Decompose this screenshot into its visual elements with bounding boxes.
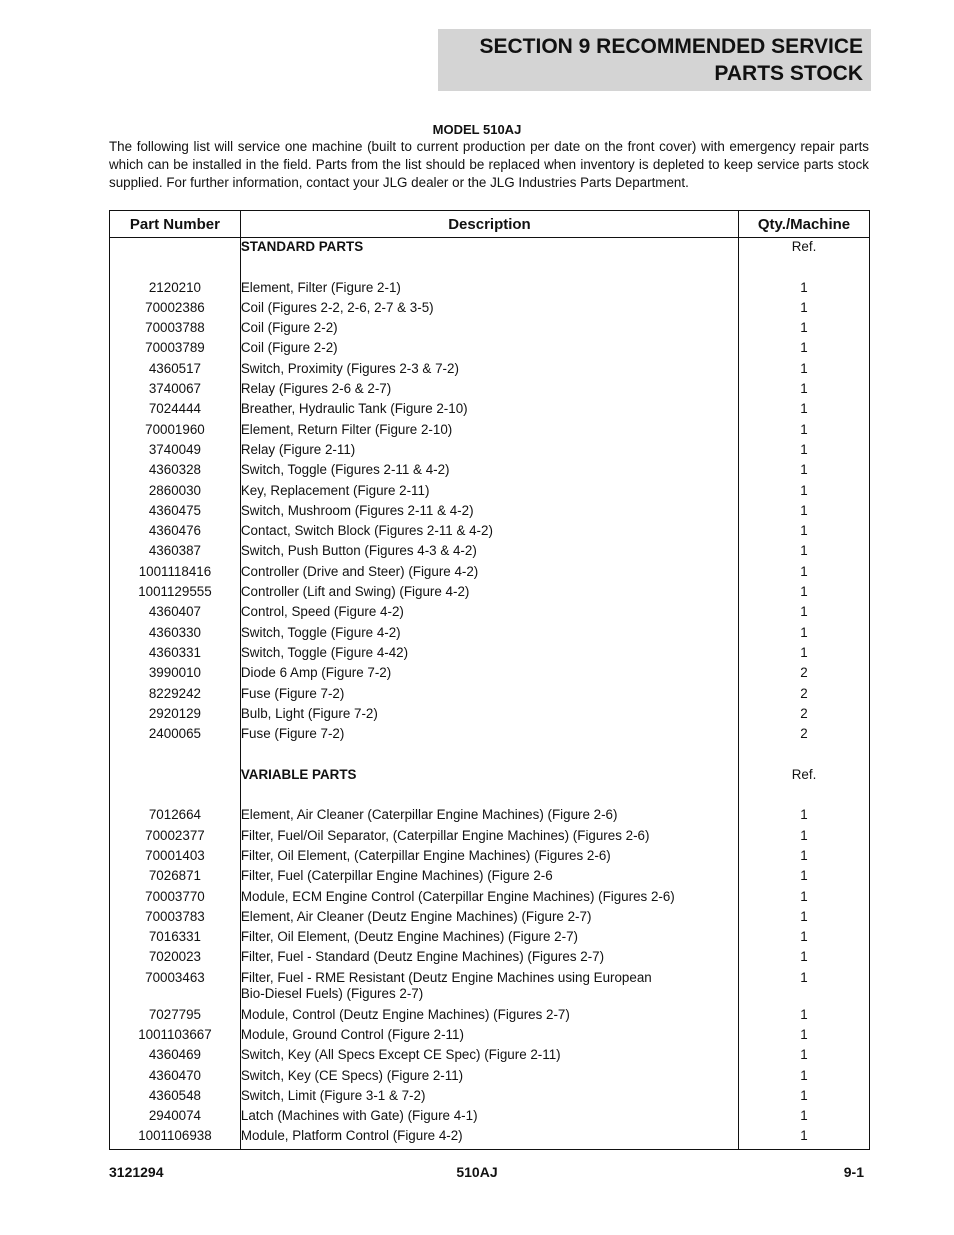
- table-row: [110, 1047, 870, 1067]
- header-description: Description: [240, 211, 738, 238]
- quantity-cell: [739, 746, 870, 766]
- part-number-cell: 4360387: [110, 543, 241, 563]
- description-cell: Diode 6 Amp (Figure 7-2): [240, 665, 738, 685]
- part-number-cell: 4360517: [110, 361, 241, 381]
- description-cell: Fuse (Figure 7-2): [240, 686, 738, 706]
- description-cell: [240, 259, 738, 279]
- part-number-cell: 1001106938: [110, 1128, 241, 1149]
- table-row: [110, 604, 870, 624]
- part-number-cell: 70003463: [110, 970, 241, 1007]
- description-cell: Module, Ground Control (Figure 2-11): [240, 1027, 738, 1047]
- table-row: [110, 665, 870, 685]
- part-number-cell: 7026871: [110, 868, 241, 888]
- table-row: [110, 259, 870, 279]
- part-number-cell: 70001403: [110, 848, 241, 868]
- quantity-cell: 1: [739, 462, 870, 482]
- description-cell: Coil (Figures 2-2, 2-6, 2-7 & 3-5): [240, 300, 738, 320]
- quantity-cell: 2: [739, 726, 870, 746]
- quantity-cell: 1: [739, 584, 870, 604]
- table-row: [110, 929, 870, 949]
- table-row: [110, 1027, 870, 1047]
- description-line: Filter, Fuel - RME Resistant (Deutz Engine Machines using European: [240, 969, 652, 985]
- part-number-cell: 70003789: [110, 340, 241, 360]
- table-row: [110, 909, 870, 929]
- quantity-cell: 1: [739, 340, 870, 360]
- part-number-cell: 3740049: [110, 442, 241, 462]
- part-number-cell: 70002377: [110, 828, 241, 848]
- table-row: [110, 462, 870, 482]
- part-number-cell: 70003770: [110, 889, 241, 909]
- section-heading-row: [110, 238, 870, 260]
- quantity-cell: 2: [739, 665, 870, 685]
- description-cell: Element, Filter (Figure 2-1): [240, 280, 738, 300]
- description-cell: Switch, Toggle (Figure 4-42): [240, 645, 738, 665]
- description-cell: Module, Control (Deutz Engine Machines) (Figures 2-7): [240, 1007, 738, 1027]
- quantity-cell: 1: [739, 1088, 870, 1108]
- quantity-cell: 1: [739, 828, 870, 848]
- description-cell: Controller (Lift and Swing) (Figure 4-2): [240, 584, 738, 604]
- quantity-cell: 1: [739, 889, 870, 909]
- part-number-cell: [110, 259, 241, 279]
- header-qty-machine: Qty./Machine: [739, 211, 870, 238]
- table-row: [110, 543, 870, 563]
- part-number-cell: 7027795: [110, 1007, 241, 1027]
- quantity-cell: 1: [739, 381, 870, 401]
- quantity-cell: [739, 787, 870, 807]
- quantity-cell: 1: [739, 1007, 870, 1027]
- part-number-cell: 2860030: [110, 483, 241, 503]
- description-cell: Relay (Figure 2-11): [240, 442, 738, 462]
- table-row: [110, 1108, 870, 1128]
- description-cell: Element, Air Cleaner (Caterpillar Engine Machines) (Figure 2-6): [240, 807, 738, 827]
- description-cell: Filter, Oil Element, (Caterpillar Engine Machines) (Figures 2-6): [240, 848, 738, 868]
- description-line: Bio-Diesel Fuels) (Figures 2-7): [240, 985, 424, 1001]
- part-number-cell: 70003783: [110, 909, 241, 929]
- description-cell: Coil (Figure 2-2): [240, 320, 738, 340]
- table-row: [110, 320, 870, 340]
- table-row: [110, 625, 870, 645]
- description-cell: Switch, Limit (Figure 3-1 & 7-2): [240, 1088, 738, 1108]
- description-cell: [240, 787, 738, 807]
- quantity-cell: 1: [739, 1128, 870, 1149]
- part-number-cell: 3740067: [110, 381, 241, 401]
- quantity-cell: 1: [739, 604, 870, 624]
- part-number-cell: [110, 767, 241, 787]
- description-cell: Filter, Oil Element, (Deutz Engine Machines) (Figure 2-7): [240, 929, 738, 949]
- table-row: [110, 1088, 870, 1108]
- table-header-row: [110, 211, 870, 238]
- quantity-cell: 2: [739, 686, 870, 706]
- part-number-cell: 1001103667: [110, 1027, 241, 1047]
- quantity-cell: 1: [739, 1027, 870, 1047]
- table-row: [110, 746, 870, 766]
- part-number-cell: 7020023: [110, 949, 241, 969]
- part-number-cell: 4360330: [110, 625, 241, 645]
- parts-table: [109, 210, 870, 1150]
- description-cell: [240, 970, 738, 1007]
- description-cell: Contact, Switch Block (Figures 2-11 & 4-2): [240, 523, 738, 543]
- part-number-cell: 4360469: [110, 1047, 241, 1067]
- description-cell: Filter, Fuel - Standard (Deutz Engine Machines) (Figures 2-7): [240, 949, 738, 969]
- part-number-cell: 4360331: [110, 645, 241, 665]
- section-heading-cell: VARIABLE PARTS: [240, 767, 738, 787]
- part-number-cell: 2920129: [110, 706, 241, 726]
- part-number-cell: 70002386: [110, 300, 241, 320]
- quantity-cell: 1: [739, 1047, 870, 1067]
- description-cell: Filter, Fuel (Caterpillar Engine Machines) (Figure 2-6: [240, 868, 738, 888]
- table-row: [110, 442, 870, 462]
- quantity-cell: 1: [739, 645, 870, 665]
- quantity-cell: 1: [739, 543, 870, 563]
- part-number-cell: 7012664: [110, 807, 241, 827]
- quantity-cell: 1: [739, 1108, 870, 1128]
- table-row: [110, 848, 870, 868]
- description-cell: Breather, Hydraulic Tank (Figure 2-10): [240, 401, 738, 421]
- table-row: [110, 361, 870, 381]
- table-row: [110, 645, 870, 665]
- section-heading-cell: STANDARD PARTS: [240, 238, 738, 260]
- header-part-number: Part Number: [110, 211, 241, 238]
- part-number-cell: [110, 746, 241, 766]
- description-cell: Relay (Figures 2-6 & 2-7): [240, 381, 738, 401]
- description-cell: Switch, Toggle (Figure 4-2): [240, 625, 738, 645]
- quantity-cell: 1: [739, 868, 870, 888]
- part-number-cell: 4360407: [110, 604, 241, 624]
- table-row: [110, 422, 870, 442]
- part-number-cell: 7016331: [110, 929, 241, 949]
- quantity-cell: 1: [739, 300, 870, 320]
- description-cell: Element, Return Filter (Figure 2-10): [240, 422, 738, 442]
- description-cell: Key, Replacement (Figure 2-11): [240, 483, 738, 503]
- table-row: [110, 787, 870, 807]
- description-cell: Switch, Mushroom (Figures 2-11 & 4-2): [240, 503, 738, 523]
- part-number-cell: [110, 238, 241, 260]
- part-number-cell: 70003788: [110, 320, 241, 340]
- footer-page-number: 9-1: [843, 1164, 864, 1180]
- description-cell: Filter, Fuel/Oil Separator, (Caterpillar Engine Machines) (Figures 2-6): [240, 828, 738, 848]
- description-cell: Coil (Figure 2-2): [240, 340, 738, 360]
- part-number-cell: 1001118416: [110, 564, 241, 584]
- part-number-cell: 4360476: [110, 523, 241, 543]
- quantity-cell: 1: [739, 564, 870, 584]
- quantity-cell: 1: [739, 1068, 870, 1088]
- table-row: [110, 401, 870, 421]
- description-cell: Module, Platform Control (Figure 4-2): [240, 1128, 738, 1149]
- table-row: [110, 807, 870, 827]
- quantity-cell: 2: [739, 706, 870, 726]
- quantity-cell: 1: [739, 401, 870, 421]
- part-number-cell: 2940074: [110, 1108, 241, 1128]
- model-heading: MODEL 510AJ: [432, 122, 522, 137]
- part-number-cell: 8229242: [110, 686, 241, 706]
- table-row: [110, 280, 870, 300]
- quantity-cell: 1: [739, 909, 870, 929]
- intro-paragraph: The following list will service one machine (built to current production per date on the front cover) with emergency repair parts which can be installed in the field. Parts from the list should be replaced when inventory is depleted to keep service parts stock supplied. For further information, contact your JLG dealer or the JLG Industries Parts Department.: [109, 139, 869, 190]
- table-row: [110, 868, 870, 888]
- part-number-cell: 7024444: [110, 401, 241, 421]
- part-number-cell: 2120210: [110, 280, 241, 300]
- part-number-cell: 70001960: [110, 422, 241, 442]
- description-cell: Control, Speed (Figure 4-2): [240, 604, 738, 624]
- section-title-box: [438, 29, 871, 91]
- table-row: [110, 949, 870, 969]
- part-number-cell: 4360470: [110, 1068, 241, 1088]
- parts-table-body: [110, 238, 870, 1150]
- description-cell: Controller (Drive and Steer) (Figure 4-2): [240, 564, 738, 584]
- part-number-cell: 4360548: [110, 1088, 241, 1108]
- description-cell: Switch, Key (All Specs Except CE Spec) (Figure 2-11): [240, 1047, 738, 1067]
- quantity-cell: 1: [739, 929, 870, 949]
- table-row: [110, 889, 870, 909]
- table-row: [110, 1068, 870, 1088]
- quantity-cell: 1: [739, 280, 870, 300]
- table-row: [110, 381, 870, 401]
- quantity-cell: 1: [739, 483, 870, 503]
- quantity-cell: 1: [739, 503, 870, 523]
- quantity-cell: 1: [739, 442, 870, 462]
- part-number-cell: 3990010: [110, 665, 241, 685]
- table-row: [110, 584, 870, 604]
- quantity-cell: 1: [739, 970, 870, 1007]
- description-cell: Bulb, Light (Figure 7-2): [240, 706, 738, 726]
- quantity-cell: 1: [739, 361, 870, 381]
- quantity-cell: 1: [739, 807, 870, 827]
- description-cell: Switch, Proximity (Figures 2-3 & 7-2): [240, 361, 738, 381]
- description-cell: Switch, Push Button (Figures 4-3 & 4-2): [240, 543, 738, 563]
- quantity-cell: Ref.: [739, 238, 870, 260]
- table-row: [110, 706, 870, 726]
- part-number-cell: [110, 787, 241, 807]
- footer-model: 510AJ: [456, 1164, 498, 1180]
- description-cell: [240, 746, 738, 766]
- table-row: [110, 726, 870, 746]
- description-cell: Switch, Key (CE Specs) (Figure 2-11): [240, 1068, 738, 1088]
- table-row: [110, 483, 870, 503]
- table-row: [110, 686, 870, 706]
- table-row: [110, 1007, 870, 1027]
- quantity-cell: 1: [739, 320, 870, 340]
- quantity-cell: 1: [739, 949, 870, 969]
- description-cell: Latch (Machines with Gate) (Figure 4-1): [240, 1108, 738, 1128]
- part-number-cell: 2400065: [110, 726, 241, 746]
- quantity-cell: [739, 259, 870, 279]
- part-number-cell: 4360328: [110, 462, 241, 482]
- table-row: [110, 564, 870, 584]
- table-row: [110, 340, 870, 360]
- quantity-cell: 1: [739, 625, 870, 645]
- quantity-cell: 1: [739, 848, 870, 868]
- table-row: [110, 523, 870, 543]
- table-row: [110, 300, 870, 320]
- description-cell: Switch, Toggle (Figures 2-11 & 4-2): [240, 462, 738, 482]
- quantity-cell: 1: [739, 422, 870, 442]
- quantity-cell: Ref.: [739, 767, 870, 787]
- section-heading-row: [110, 767, 870, 787]
- table-row: [110, 503, 870, 523]
- table-row: [110, 1128, 870, 1149]
- table-row: [110, 970, 870, 1007]
- section-title-line2: PARTS STOCK: [714, 62, 863, 85]
- section-title-line1: SECTION 9 RECOMMENDED SERVICE: [479, 35, 863, 58]
- description-cell: Element, Air Cleaner (Deutz Engine Machines) (Figure 2-7): [240, 909, 738, 929]
- description-cell: Fuse (Figure 7-2): [240, 726, 738, 746]
- description-cell: Module, ECM Engine Control (Caterpillar Engine Machines) (Figures 2-6): [240, 889, 738, 909]
- quantity-cell: 1: [739, 523, 870, 543]
- part-number-cell: 4360475: [110, 503, 241, 523]
- footer-doc-number: 3121294: [109, 1164, 164, 1180]
- table-row: [110, 828, 870, 848]
- part-number-cell: 1001129555: [110, 584, 241, 604]
